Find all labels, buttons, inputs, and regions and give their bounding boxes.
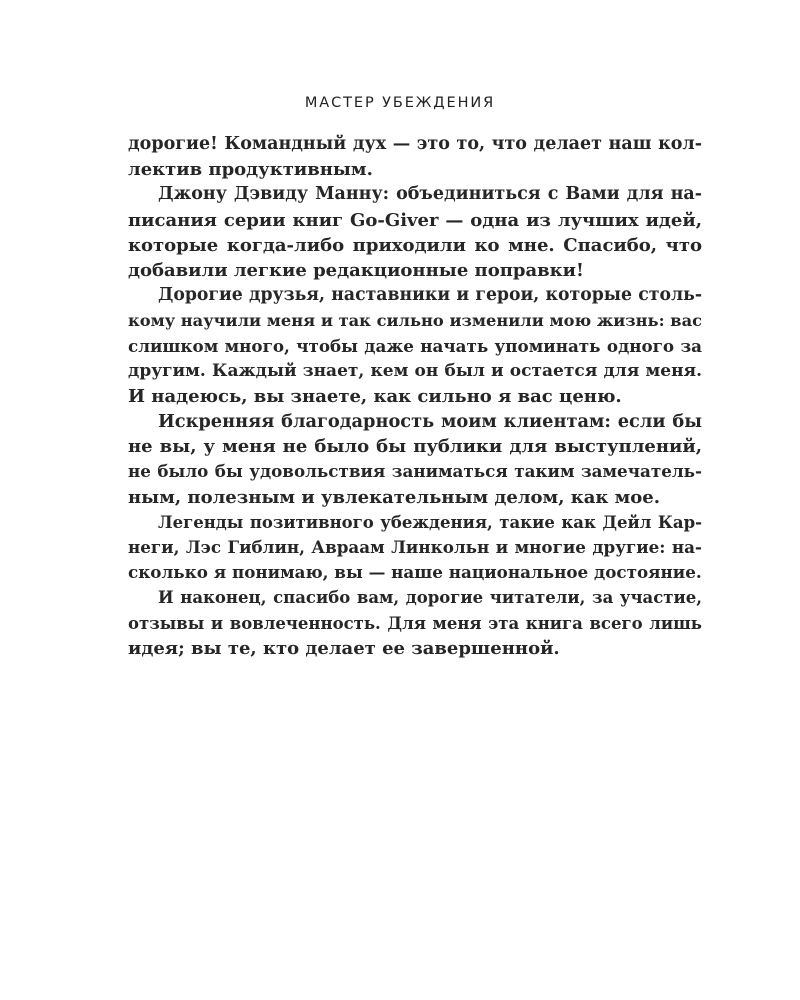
text-line: не было бы удовольствия заниматься таким замечатель- — [128, 461, 702, 482]
text-line: сколько я понимаю, вы — наше национальное достояние. — [128, 562, 702, 583]
running-head: МАСТЕР УБЕЖДЕНИЯ — [304, 95, 496, 111]
text-line: которые когда-либо приходили ко мне. Спасибо, что — [128, 234, 702, 256]
paragraph-3 — [128, 283, 702, 409]
text-line: Легенды позитивного убеждения, такие как Дейл Кар- — [158, 512, 702, 532]
text-line: Джону Дэвиду Манну: объединиться с Вами для на- — [158, 184, 702, 205]
paragraph-5 — [128, 510, 702, 586]
paragraph-1 — [128, 132, 702, 182]
text-line: отзывы и вовлеченность. Для меня эта книга всего лишь — [128, 613, 702, 633]
text-line: добавили легкие редакционные поправки! — [128, 259, 584, 281]
text-line: И надеюсь, вы знаете, как сильно я вас ценю. — [128, 385, 622, 407]
paragraph-6 — [128, 585, 702, 661]
paragraph-2 — [128, 182, 702, 283]
text-line: не вы, у меня не было бы публики для выступлений, — [128, 436, 702, 458]
text-line: кому научили меня и так сильно изменили мою жизнь: вас — [128, 311, 702, 331]
text-line: идея; вы те, кто делает ее завершенной. — [128, 637, 560, 659]
text-line: писания серии книг Go-Giver — одна из лучших идей, — [128, 209, 702, 231]
text-line: ным, полезным и увлекательным делом, как мое. — [128, 486, 661, 508]
text-line: слишком много, чтобы даже начать упоминать одного за — [128, 335, 702, 356]
text-line: лектив продуктивным. — [128, 159, 373, 181]
text-line: Искренняя благодарность моим клиентам: если бы — [158, 411, 702, 433]
text-line: другим. Каждый знает, кем он был и остается для меня. — [128, 360, 702, 381]
body-text — [128, 132, 702, 661]
text-line: неги, Лэс Гиблин, Авраам Линкольн и многие другие: на- — [128, 537, 702, 557]
text-line: дорогие! Командный дух — это то, что делает наш кол- — [128, 134, 702, 154]
text-line: И наконец, спасибо вам, дорогие читатели, за участие, — [158, 588, 702, 608]
paragraph-4 — [128, 409, 702, 510]
text-line: Дорогие друзья, наставники и герои, которые столь- — [158, 285, 702, 306]
